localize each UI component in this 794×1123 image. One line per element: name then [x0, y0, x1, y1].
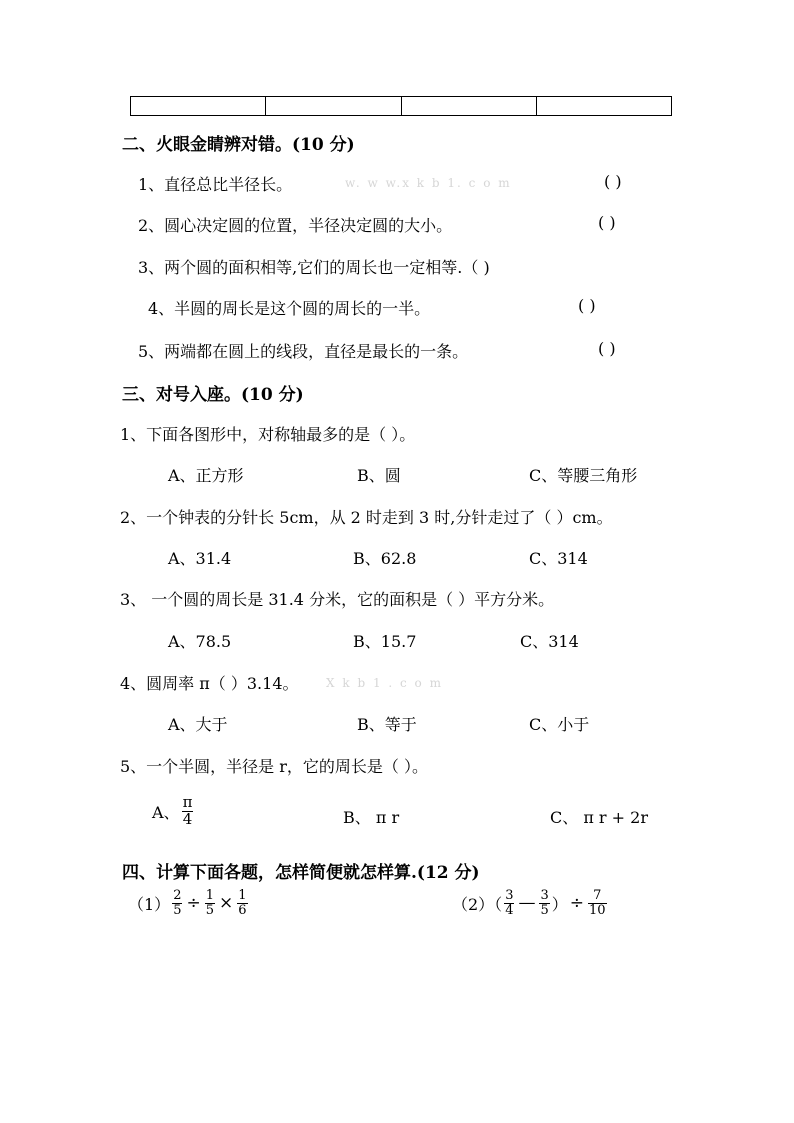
option-b[interactable]: B、 π r: [343, 808, 400, 827]
fraction-denominator: 4: [182, 809, 193, 828]
option-a[interactable]: A、正方形: [168, 466, 244, 485]
section2-item-5: 5、两端都在圆上的线段，直径是最长的一条。: [138, 342, 469, 361]
section3-question-2: 2、一个钟表的分针长 5cm，从 2 时走到 3 时,分针走过了（ ）cm。: [120, 508, 613, 527]
option-a[interactable]: A、78.5: [168, 632, 232, 651]
fraction-numerator: 2: [173, 888, 182, 903]
multiply-operator: ×: [219, 893, 234, 914]
fraction-numerator: 3: [540, 888, 549, 903]
option-c[interactable]: C、小于: [529, 715, 590, 734]
fraction: [172, 889, 182, 917]
option-c[interactable]: C、314: [520, 632, 579, 651]
problem-label: （2）（: [452, 894, 503, 914]
fraction: [205, 889, 215, 917]
answer-paren[interactable]: ( ): [578, 296, 596, 315]
answer-paren[interactable]: ( ): [598, 213, 616, 232]
section2-heading: 二、火眼金睛辨对错。(10 分): [122, 135, 355, 155]
option-a[interactable]: [152, 795, 195, 828]
problem-2: [452, 889, 609, 917]
problem-1: [128, 889, 250, 917]
fraction: [539, 889, 549, 917]
fraction: [504, 889, 514, 917]
fraction-denominator: 10: [589, 902, 606, 918]
fraction: [588, 889, 607, 917]
fraction-denominator: 5: [205, 902, 214, 918]
option-a-label: A、: [152, 802, 180, 822]
minus-operator: —: [518, 893, 536, 914]
score-table-cell: [402, 97, 537, 115]
fraction-denominator: 6: [238, 902, 247, 918]
fraction-numerator: 3: [505, 888, 514, 903]
watermark: w. w w.x k b 1. c o m: [345, 176, 512, 190]
score-table-cell: [131, 97, 266, 115]
section3-question-3: 3、 一个圆的周长是 31.4 分米，它的面积是（ ）平方分米。: [120, 590, 555, 609]
section3-heading: 三、对号入座。(10 分): [122, 385, 304, 405]
score-table-cell: [537, 97, 671, 115]
option-b[interactable]: B、圆: [357, 466, 401, 485]
fraction: [182, 795, 194, 828]
divide-operator: ÷: [186, 893, 201, 914]
section3-question-5: 5、一个半圆，半径是 r，它的周长是（ ）。: [120, 757, 429, 776]
option-c[interactable]: C、314: [529, 549, 588, 568]
option-c[interactable]: C、等腰三角形: [529, 466, 638, 485]
fraction: [237, 889, 247, 917]
section2-item-3: 3、两个圆的面积相等,它们的周长也一定相等.（ ): [138, 258, 490, 277]
option-a[interactable]: A、大于: [168, 715, 228, 734]
option-c[interactable]: C、 π r + 2r: [550, 808, 648, 827]
answer-paren[interactable]: ( ): [598, 339, 616, 358]
section2-item-4: 4、半圆的周长是这个圆的周长的一半。: [148, 299, 431, 318]
section2-item-2: 2、圆心决定圆的位置，半径决定圆的大小。: [138, 216, 453, 235]
close-paren: ）: [551, 894, 568, 914]
option-b[interactable]: B、等于: [357, 715, 417, 734]
option-b[interactable]: B、62.8: [353, 549, 417, 568]
fraction-numerator: 1: [205, 888, 214, 903]
fraction-denominator: 5: [173, 902, 182, 918]
section2-item-1: 1、直径总比半径长。: [138, 175, 293, 194]
option-b[interactable]: B、15.7: [353, 632, 417, 651]
section3-question-1: 1、下面各图形中，对称轴最多的是（ ）。: [120, 425, 416, 444]
fraction-denominator: 5: [540, 902, 549, 918]
section3-question-4: 4、圆周率 π（ ）3.14。: [120, 674, 299, 693]
score-table: [130, 96, 672, 116]
fraction-numerator: 1: [238, 888, 247, 903]
option-a[interactable]: A、31.4: [168, 549, 232, 568]
fraction-numerator: 7: [593, 888, 602, 903]
divide-operator: ÷: [569, 893, 585, 914]
score-table-cell: [266, 97, 401, 115]
answer-paren[interactable]: ( ): [604, 172, 622, 191]
fraction-numerator: π: [182, 793, 193, 811]
section4-heading: 四、计算下面各题，怎样简便就怎样算.(12 分): [122, 863, 480, 883]
watermark: X k b 1 . c o m: [326, 676, 443, 690]
problem-label: （1）: [128, 894, 171, 914]
fraction-denominator: 4: [505, 902, 514, 918]
